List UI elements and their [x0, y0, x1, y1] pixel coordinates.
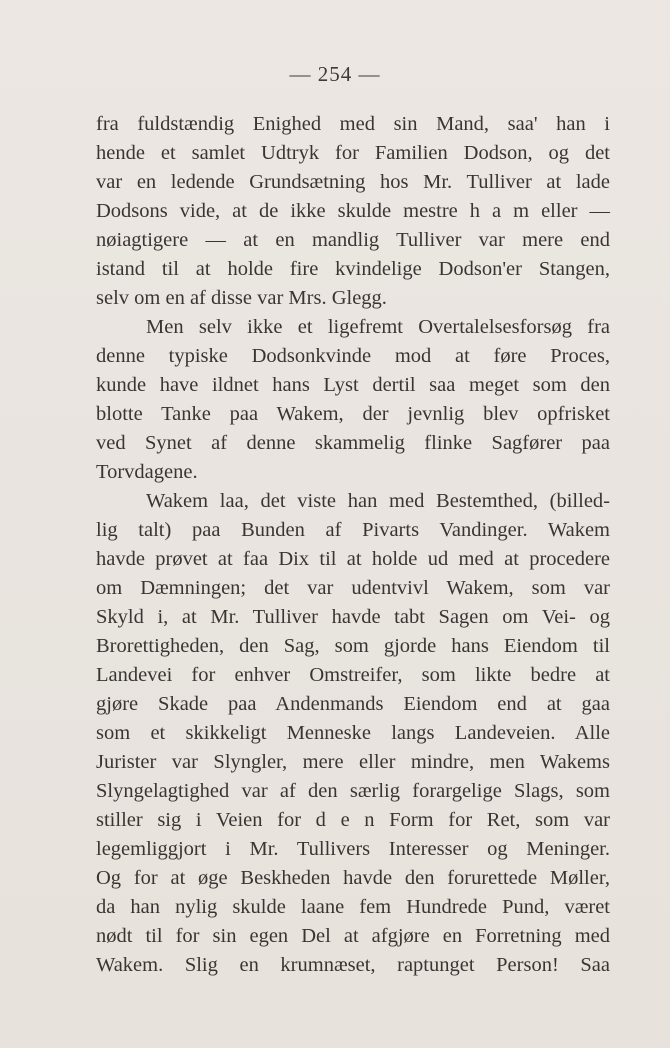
- text-line: ved Synet af denne skammelig flinke Sagfører paa: [96, 432, 610, 454]
- text-line: da han nylig skulde laane fem Hundrede Pund, været: [96, 896, 610, 918]
- paragraph-start-line: Wakem laa, det viste han med Bestemthed, (billed-: [146, 490, 610, 512]
- text-line: nøiagtigere — at en mandlig Tulliver var mere end: [96, 229, 610, 251]
- text-line: istand til at holde fire kvindelige Dodson'er Stangen,: [96, 258, 610, 280]
- page-number: — 254 —: [289, 62, 381, 86]
- text-line: Brorettigheden, den Sag, som gjorde hans Eiendom til: [96, 635, 610, 657]
- text-line: Torvdagene.: [96, 461, 198, 483]
- text-line: Skyld i, at Mr. Tulliver havde tabt Sagen om Vei- og: [96, 606, 610, 628]
- text-line: Landevei for enhver Omstreifer, som likte bedre at: [96, 664, 610, 686]
- text-line: blotte Tanke paa Wakem, der jevnlig blev opfrisket: [96, 403, 610, 425]
- text-line: nødt til for sin egen Del at afgjøre en Forretning med: [96, 925, 610, 947]
- text-line: Jurister var Slyngler, mere eller mindre, men Wakems: [96, 751, 610, 773]
- text-line: Wakem. Slig en krumnæset, raptunget Person! Saa: [96, 954, 610, 976]
- text-line: Og for at øge Beskheden havde den forurettede Møller,: [96, 867, 610, 889]
- text-line: fra fuldstændig Enighed med sin Mand, saa' han i: [96, 113, 610, 135]
- text-line: selv om en af disse var Mrs. Glegg.: [96, 287, 387, 309]
- text-line: gjøre Skade paa Andenmands Eiendom end at gaa: [96, 693, 610, 715]
- text-line: som et skikkeligt Menneske langs Landeveien. Alle: [96, 722, 610, 744]
- text-line: havde prøvet at faa Dix til at holde ud med at procedere: [96, 548, 610, 570]
- text-line: var en ledende Grundsætning hos Mr. Tulliver at lade: [96, 171, 610, 193]
- text-line: Slyngelagtighed var af den særlig forargelige Slags, som: [96, 780, 610, 802]
- text-line: lig talt) paa Bunden af Pivarts Vandinger. Wakem: [96, 519, 610, 541]
- text-line: denne typiske Dodsonkvinde mod at føre Proces,: [96, 345, 610, 367]
- text-line: legemliggjort i Mr. Tullivers Interesser og Meninger.: [96, 838, 610, 860]
- text-line: om Dæmningen; det var udentvivl Wakem, som var: [96, 577, 610, 599]
- text-line: hende et samlet Udtryk for Familien Dodson, og det: [96, 142, 610, 164]
- text-line: stiller sig i Veien for d e n Form for Ret, som var: [96, 809, 610, 831]
- paragraph-start-line: Men selv ikke et ligefremt Overtalelsesforsøg fra: [146, 316, 610, 338]
- text-line: Dodsons vide, at de ikke skulde mestre h a m eller —: [96, 200, 610, 222]
- text-line: kunde have ildnet hans Lyst dertil saa meget som den: [96, 374, 610, 396]
